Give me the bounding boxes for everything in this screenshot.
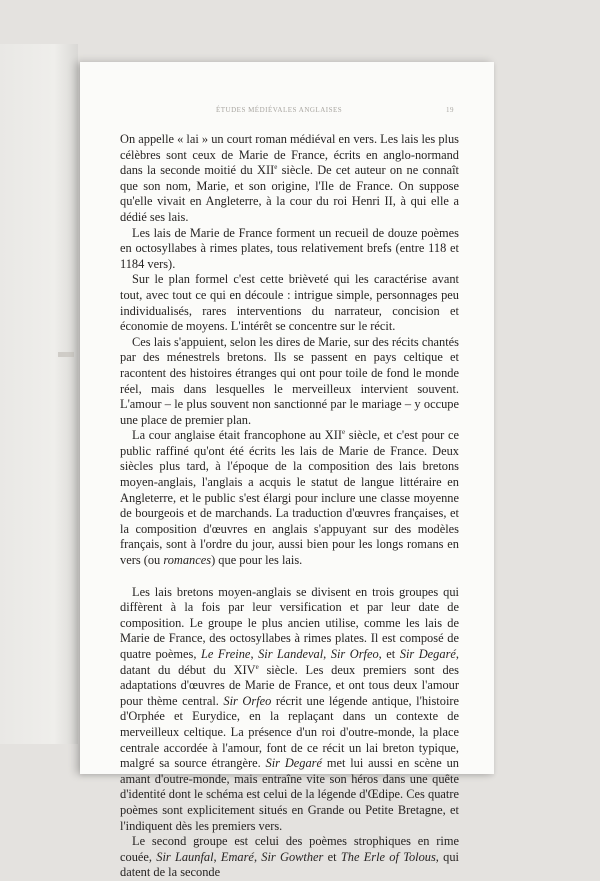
page-number: 19 [446,106,454,114]
paragraph-6: Les lais bretons moyen-anglais se divisent en trois groupes qui diffèrent à la fois par leur versification et par leur date de composition. Le groupe le plus ancien utilise, comme les lais de Marie de France, des octosyllabes à rimes plates. Il est composé de quatre poèmes, Le Freine, Sir Landeval, Sir Orfeo, et Sir Degaré, datant du début du XIVe siècle. Les deux premiers sont des adaptations d'œuvres de Marie de France, et ont tous deux l'amour pour thème central. Sir Orfeo récrit une légende antique, l'histoire d'Orphée et Eurydice, en la replaçant dans un contexte de merveilleux celtique. La présence d'un roi d'outre-monde, la place centrale accordée à l'amour, font de ce récit un lai breton typique, malgré sa source étrangère. Sir Degaré met lui aussi en scène un amant d'outre-monde, mais entraîne vite son héros dans une quête d'identité dont le schéma est celui de la légende d'Œdipe. Ces quatre poèmes sont explicitement situés en Grande ou Petite Bretagne, et l'indiquent dès les premiers vers. [120,584,460,833]
section-break [120,569,459,585]
paragraph-3: Sur le plan formel c'est cette brièveté qui les caractérise avant tout, avec tout ce qui en découle : intrigue simple, personnages peu individualisés, rares interventions du narrateur, concision et économie de moyens. L'intérêt se concentre sur le récit. [120,272,459,334]
paragraph-4: Ces lais s'appuient, selon les dires de Marie, sur des récits chantés par des ménestrels bretons. Ils se passent en pays celtique et racontent des histoires étranges qui ont pour toile de fond le monde réel, mais dans lesquelles le merveilleux intervient souvent. L'amour – le plus souvent non sanctionné par le mariage – y occupe une place de premier plan. [120,334,459,427]
paragraph-2: Les lais de Marie de France forment un recueil de douze poèmes en octosyllabes à rimes plates, tous relativement brefs (entre 118 et 1184 vers). [120,225,459,271]
paragraph-7: Le second groupe est celui des poèmes strophiques en rime couée, Sir Launfal, Emaré, Sir Gowther et The Erle of Tolous, qui datent de la seconde [120,834,459,880]
paragraph-5: La cour anglaise était francophone au XIIe siècle, et c'est pour ce public raffiné qu'ont été écrits les lais de Marie de France. Deux siècles plus tard, à l'époque de la composition des lais bretons moyen-anglais, l'anglais a acquis le statut de langue littéraire en Angleterre, et le public s'est élargi pour inclure une classe moyenne de bourgeois et de marchands. La traduction d'œuvres françaises, et la composition d'œuvres en anglais s'appuyant sur des modèles français, sont à l'ordre du jour, aussi bien pour les longs romans en vers (ou romances) que pour les lais. [120,428,459,568]
book-page [80,62,494,880]
left-page-show-through [58,352,74,357]
paragraph-1: On appelle « lai » un court roman médiéval en vers. Les lais les plus célèbres sont ceux de Marie de France, écrits en anglo-normand dans la seconde moitié du XIIe siècle. De cet auteur on ne connaît que son nom, Marie, et son origine, l'Ile de France. On suppose qu'elle vivait en Angleterre, à la cour du roi Henri II, à qui elle a dédié ses lais. [120,132,459,224]
body-text [120,132,459,881]
running-title: ÉTUDES MÉDIÉVALES ANGLAISES [216,106,343,114]
running-head [120,106,454,116]
left-page [0,44,78,744]
